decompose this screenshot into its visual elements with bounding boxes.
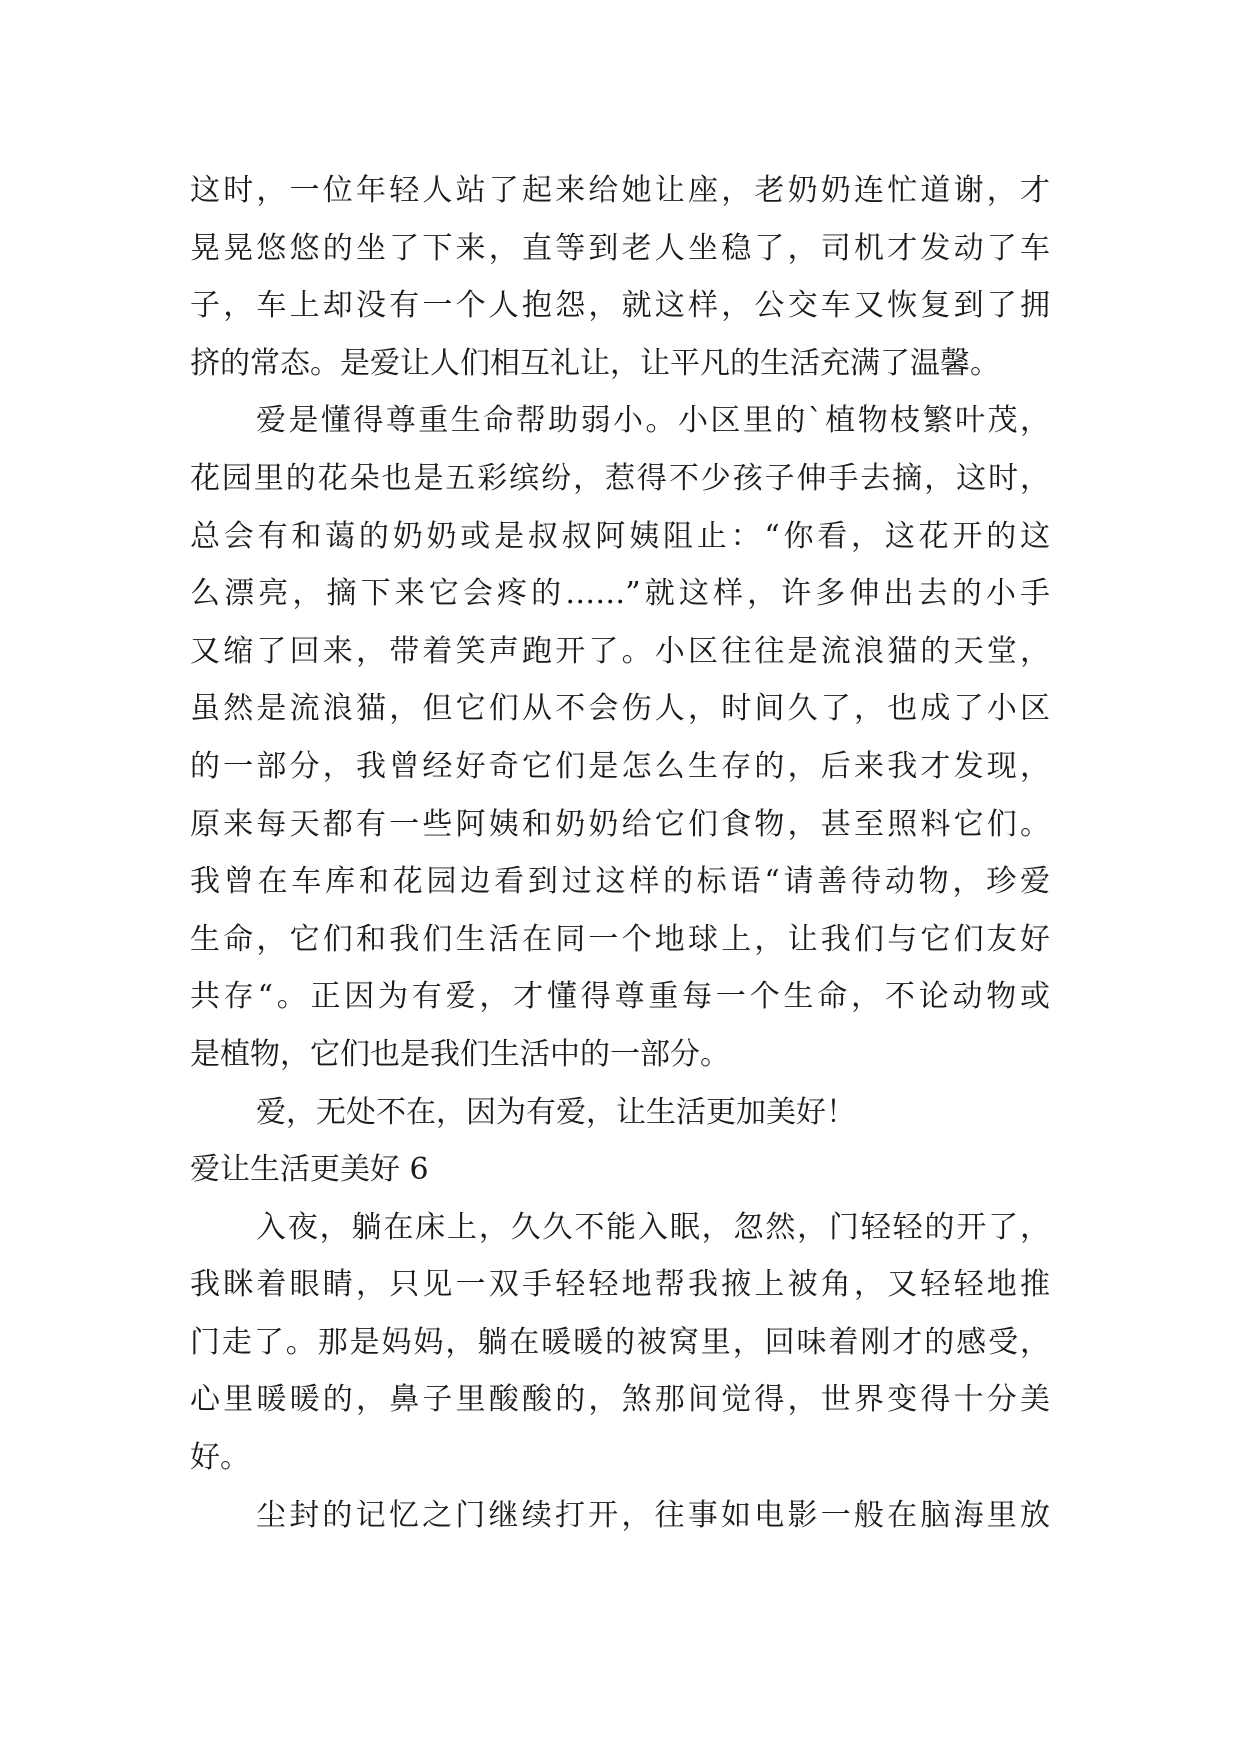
text-line: 原来每天都有一些阿姨和奶奶给它们食物，甚至照料它们。	[190, 806, 1050, 842]
text-line: 我眯着眼睛，只见一双手轻轻地帮我掖上被角，又轻轻地推	[190, 1267, 1050, 1303]
paragraph-2	[190, 392, 1050, 1083]
text-line: 虽然是流浪猫，但它们从不会伤人，时间久了，也成了小区	[190, 691, 1050, 727]
text-line: 是植物，它们也是我们生活中的一部分。	[190, 1036, 730, 1072]
paragraph-5	[190, 1487, 1050, 1545]
text-line: 共存“。正因为有爱，才懂得尊重每一个生命，不论动物或	[190, 979, 1050, 1015]
section-heading: 爱让生活更美好 6	[190, 1152, 429, 1188]
text-line: 门走了。那是妈妈，躺在暖暖的被窝里，回味着刚才的感受，	[190, 1324, 1050, 1360]
text-line: 花园里的花朵也是五彩缤纷，惹得不少孩子伸手去摘，这时，	[190, 460, 1050, 496]
paragraph-1	[190, 162, 1050, 392]
paragraph-3	[190, 1084, 1050, 1142]
text-line: 尘封的记忆之门继续打开，往事如电影一般在脑海里放	[256, 1497, 1050, 1533]
text-line: 挤的常态。是爱让人们相互礼让，让平凡的生活充满了温馨。	[190, 345, 1000, 381]
text-line: 爱，无处不在，因为有爱，让生活更加美好！	[256, 1094, 856, 1130]
text-line: 生命，它们和我们生活在同一个地球上，让我们与它们友好	[190, 921, 1050, 957]
text-line: 晃晃悠悠的坐了下来，直等到老人坐稳了，司机才发动了车	[190, 230, 1050, 266]
text-line: 这时，一位年轻人站了起来给她让座，老奶奶连忙道谢，才	[190, 173, 1050, 208]
text-line: 心里暖暖的，鼻子里酸酸的，煞那间觉得，世界变得十分美	[190, 1382, 1050, 1418]
text-line: 我曾在车库和花园边看到过这样的标语“请善待动物，珍爱	[190, 864, 1050, 900]
text-line: 入夜，躺在床上，久久不能入眠，忽然，门轻轻的开了，	[256, 1209, 1050, 1245]
text-line: 么漂亮，摘下来它会疼的……”就这样，许多伸出去的小手	[190, 576, 1050, 612]
document-page	[190, 162, 1050, 1544]
paragraph-4	[190, 1199, 1050, 1487]
text-line: 又缩了回来，带着笑声跑开了。小区往往是流浪猫的天堂，	[190, 633, 1050, 669]
text-line: 总会有和蔼的奶奶或是叔叔阿姨阻止：“你看，这花开的这	[190, 518, 1050, 554]
text-line: 子，车上却没有一个人抱怨，就这样，公交车又恢复到了拥	[190, 288, 1050, 324]
text-line: 爱是懂得尊重生命帮助弱小。小区里的`植物枝繁叶茂，	[256, 403, 1050, 439]
text-line: 的一部分，我曾经好奇它们是怎么生存的，后来我才发现，	[190, 748, 1050, 784]
text-line: 好。	[190, 1440, 250, 1476]
